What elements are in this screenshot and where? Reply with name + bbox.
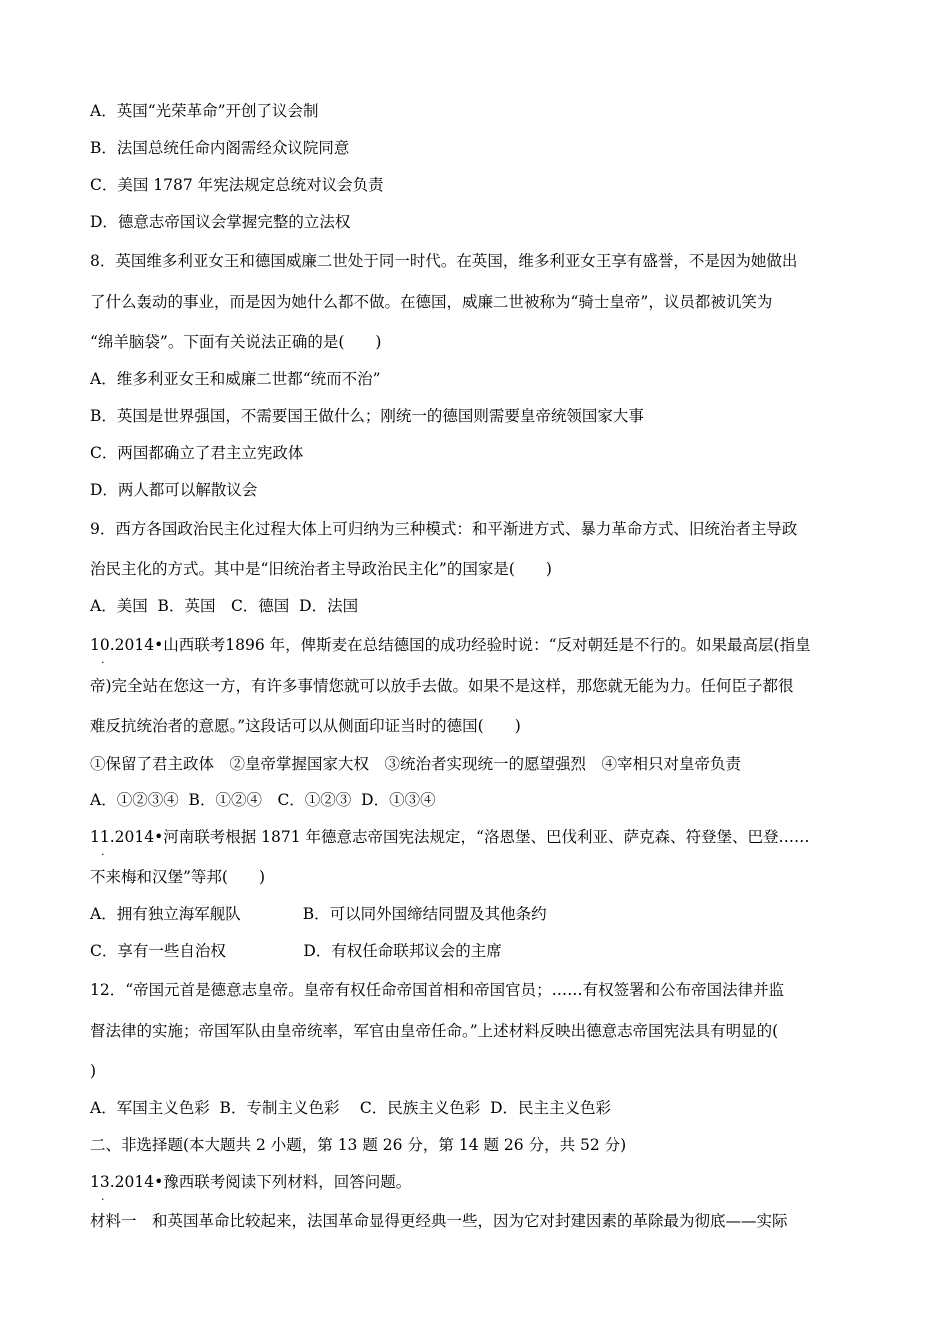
question-12-line-3: ) xyxy=(90,1062,97,1080)
options-12: A．军国主义色彩 B．专制主义色彩 C．民族主义色彩 D．民主主义色彩 xyxy=(90,1099,612,1117)
question-10-dot-mark: . xyxy=(101,653,105,666)
question-10-line-3: 难反抗统治者的意愿。”这段话可以从侧面印证当时的德国( ) xyxy=(90,717,521,735)
question-11-line-1: 11.2014•河南联考根据 1871 年德意志帝国宪法规定，“洛恩堡、巴伐利亚、萨克森、符登堡、巴登…… xyxy=(90,828,810,846)
question-13-dot-mark: . xyxy=(101,1190,105,1203)
option-8d: D．两人都可以解散议会 xyxy=(90,481,258,499)
question-10-line-2: 帝)完全站在您这一方，有许多事情您就可以放手去做。如果不是这样，那您就无能为力。任何臣子都很 xyxy=(90,677,794,695)
question-8-line-2: 了什么轰动的事业，而是因为她什么都不做。在德国，威廉二世被称为“骑士皇帝”，议员都被讥笑为 xyxy=(90,293,773,311)
question-10-line-1: 10.2014•山西联考1896 年，俾斯麦在总结德国的成功经验时说：“反对朝廷是不行的。如果最高层(指皇 xyxy=(90,636,811,654)
option-7d: D．德意志帝国议会掌握完整的立法权 xyxy=(90,213,351,231)
option-8a: A．维多利亚女王和威廉二世都“统而不治” xyxy=(90,370,381,388)
options-11-ab: A．拥有独立海军舰队 B．可以同外国缔结同盟及其他条约 xyxy=(90,905,547,923)
question-12-line-1: 12．“帝国元首是德意志皇帝。皇帝有权任命帝国首相和帝国官员；……有权签署和公布帝国法律并监 xyxy=(90,981,785,999)
section-2-heading: 二、非选择题(本大题共 2 小题，第 13 题 26 分，第 14 题 26 分，共 52 分) xyxy=(90,1136,627,1154)
question-8-line-3: “绵羊脑袋”。下面有关说法正确的是( ) xyxy=(90,333,382,351)
question-9-line-2: 治民主化的方式。其中是“旧统治者主导政治民主化”的国家是( ) xyxy=(90,560,552,578)
question-12-line-2: 督法律的实施；帝国军队由皇帝统率，军官由皇帝任命。”上述材料反映出德意志帝国宪法具有明显的( xyxy=(90,1022,779,1040)
question-11-line-2: 不来梅和汉堡”等邦( ) xyxy=(90,868,266,886)
option-8c: C．两国都确立了君主立宪政体 xyxy=(90,444,304,462)
question-13-intro: 13.2014•豫西联考阅读下列材料，回答问题。 xyxy=(90,1173,412,1191)
option-7b: B．法国总统任命内阁需经众议院同意 xyxy=(90,139,350,157)
question-10-statements: ①保留了君主政体 ②皇帝掌握国家大权 ③统治者实现统一的愿望强烈 ④宰相只对皇帝负责 xyxy=(90,755,742,773)
option-8b: B．英国是世界强国，不需要国王做什么；刚统一的德国则需要皇帝统领国家大事 xyxy=(90,407,644,425)
option-7c: C．美国 1787 年宪法规定总统对议会负责 xyxy=(90,176,384,194)
options-11-cd: C．享有一些自治权 D．有权任命联邦议会的主席 xyxy=(90,942,502,960)
options-9: A．美国 B．英国 C．德国 D．法国 xyxy=(90,597,359,615)
option-7a: A．英国“光荣革命”开创了议会制 xyxy=(90,102,319,120)
question-11-dot-mark: . xyxy=(101,845,105,858)
question-8-line-1: 8．英国维多利亚女王和德国威廉二世处于同一时代。在英国，维多利亚女王享有盛誉，不是因为她做出 xyxy=(90,252,798,270)
material-1-line-1: 材料一 和英国革命比较起来，法国革命显得更经典一些，因为它对封建因素的革除最为彻底——实际 xyxy=(90,1212,788,1230)
options-10: A．①②③④ B．①②④ C．①②③ D．①③④ xyxy=(90,791,436,809)
question-9-line-1: 9．西方各国政治民主化过程大体上可归纳为三种模式：和平渐进方式、暴力革命方式、旧统治者主导政 xyxy=(90,520,798,538)
